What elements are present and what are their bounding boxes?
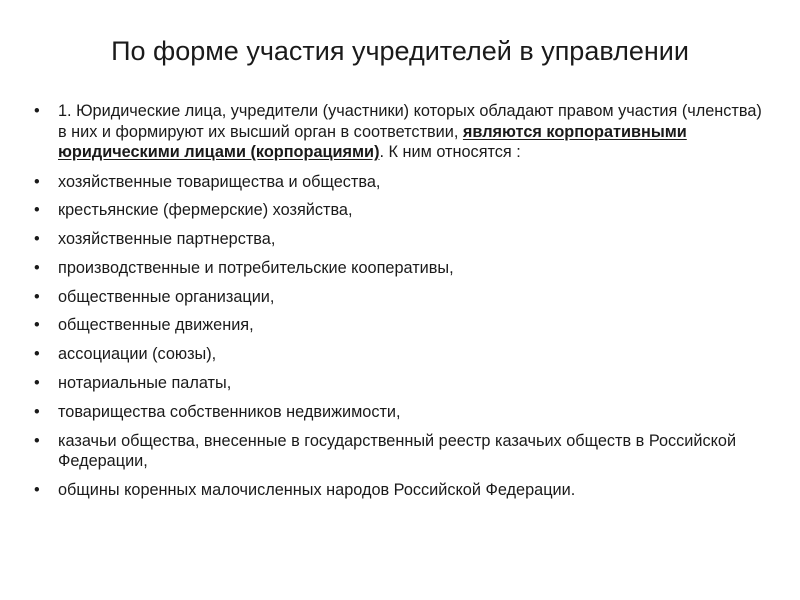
list-item [34, 344, 774, 365]
list-item-text: казачьи общества, внесенные в государственный реестр казачьих обществ в Российской Федерации, [58, 431, 737, 471]
bullet-icon: • [34, 402, 40, 421]
bullet-icon: • [34, 287, 40, 306]
list-item [34, 431, 774, 472]
list-item-text: крестьянские (фермерские) хозяйства, [58, 201, 353, 220]
list-item-text: хозяйственные товарищества и общества, [58, 172, 381, 191]
slide-title: По форме участия учредителей в управлении [111, 36, 689, 66]
list-item-text: общественные движения, [58, 316, 254, 335]
bullet-list [34, 101, 774, 509]
list-item-text: товарищества собственников недвижимости, [58, 402, 401, 421]
list-item [34, 200, 774, 221]
list-item [34, 480, 774, 501]
bullet-icon: • [34, 102, 40, 120]
bullet-icon: • [34, 431, 40, 450]
bullet-icon: • [34, 258, 40, 277]
list-item-text: общины коренных малочисленных народов Российской Федерации. [58, 480, 576, 499]
bullet-icon: • [34, 316, 40, 335]
list-item-text: общественные организации, [58, 287, 275, 306]
list-item [34, 229, 774, 250]
list-item [34, 315, 774, 336]
bullet-icon: • [34, 172, 40, 191]
list-item [34, 373, 774, 394]
intro-paragraph [34, 101, 774, 163]
bullet-icon: • [34, 201, 40, 220]
list-item-text: нотариальные палаты, [58, 374, 232, 393]
intro-text-after: . К ним относятся : [379, 143, 521, 161]
bullet-icon: • [34, 374, 40, 393]
bullet-icon: • [34, 345, 40, 364]
list-item [34, 172, 774, 193]
list-item [34, 402, 774, 423]
list-item [34, 258, 774, 279]
intro-emphasis: являются корпоративными юридическими лицами (корпорациями) [58, 122, 687, 161]
list-item [34, 287, 774, 308]
bullet-icon: • [34, 230, 40, 249]
list-item-text: производственные и потребительские кооперативы, [58, 258, 454, 277]
list-item-text: ассоциации (союзы), [58, 345, 217, 364]
list-item-text: хозяйственные партнерства, [58, 230, 276, 249]
bullet-icon: • [34, 480, 40, 499]
intro-text-before: 1. Юридические лица, учредители (участники) которых обладают правом участия (членства) в них и формируют их высший орган в соответствии, [58, 102, 762, 141]
